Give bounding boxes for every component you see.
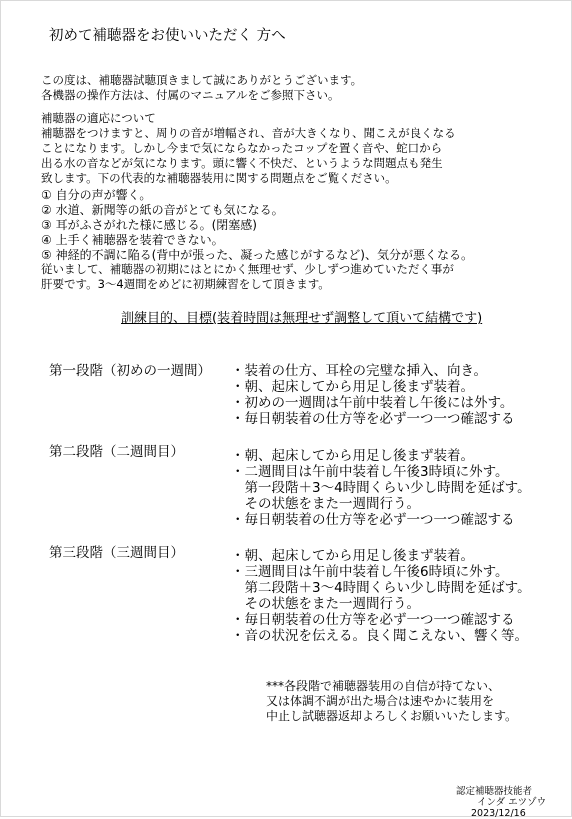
problem-item-1: ① 自分の声が響く。 [41, 188, 152, 202]
adaptation-heading: 補聴器の適応について [41, 111, 156, 125]
stage-2-line-2: ・二週間目は午前中装着し午後3時頃に外す。 [231, 464, 509, 480]
problem-item-3: ③ 耳がふさがれた様に感じる。(閉塞感) [41, 218, 257, 232]
signature-name: インダ エツゾウ [477, 797, 547, 808]
stage-3-line-3: 第二段階＋3～4時間くらい少し時間を延ばす。 [231, 580, 531, 596]
signature-role: 認定補聴器技能者 [456, 786, 533, 797]
follow-line-1: 従いまして、補聴器の初期にはとにかく無理せず、少しずつ進めていただく事が [41, 262, 454, 276]
adaptation-line-3: 出る水の音などが気になります。頭に響く不快だ、というような問題点も発生 [41, 156, 443, 170]
stage-3-heading: 第三段階（三週間目） [49, 545, 184, 561]
stage-1-line-1: ・装着の仕方、耳栓の完璧な挿入、向き。 [231, 363, 487, 379]
stage-3-line-1: ・朝、起床してから用足し後まず装着。 [231, 548, 474, 564]
signature-date: 2023/12/16 [471, 808, 526, 819]
adaptation-line-4: 致します。下の代表的な補聴器装用に関する問題点をご覧ください。 [41, 171, 397, 185]
intro-line-2: 各機器の操作方法は、付属のマニュアルをご参照下さい。 [41, 88, 340, 102]
stage-1-line-2: ・朝、起床してから用足し後まず装着。 [231, 379, 474, 395]
problem-item-5: ⑤ 神経的不調に陥る(背中が張った、凝った感じがするなど)、気分が悪くなる。 [41, 248, 473, 262]
follow-line-2: 肝要です。3～4週間をめどに初期練習をして頂きます。 [41, 277, 330, 291]
stage-2-line-1: ・朝、起床してから用足し後まず装着。 [231, 448, 474, 464]
intro-line-1: この度は、補聴器試聴頂きまして誠にありがとうございます。 [41, 73, 363, 87]
note-line-1: ***各段階で補聴器装用の自信が持てない、 [266, 679, 501, 693]
page-title: 初めて補聴器をお使いいただく 方へ [49, 28, 286, 44]
stage-1-line-4: ・毎日朝装着の仕方等を必ず一つ一つ確認する [231, 411, 515, 427]
problem-item-4: ④ 上手く補聴器を装着できない。 [41, 233, 224, 247]
stage-3-line-2: ・三週間目は午前中装着し午後6時頃に外す。 [231, 564, 509, 580]
stage-2-line-3: 第一段階＋3～4時間くらい少し時間を延ばす。 [231, 480, 531, 496]
stage-1-heading: 第一段階（初めの一週間） [49, 363, 211, 379]
stage-2-line-5: ・毎日朝装着の仕方等を必ず一つ一つ確認する [231, 512, 515, 528]
stage-2-heading: 第二段階（二週間目） [49, 444, 184, 460]
problem-item-2: ② 水道、新聞等の紙の音がとても気になる。 [41, 203, 284, 217]
adaptation-line-1: 補聴器をつけますと、周りの音が増幅され、音が大きくなり、聞こえが良くなる [41, 126, 456, 140]
objective-heading: 訓練目的、目標(装着時間は無理せず調整して頂いて結構です) [121, 311, 483, 326]
stage-3-line-6: ・音の状況を伝える。良く聞こえない、響く等。 [231, 628, 528, 644]
stage-1-line-3: ・初めの一週間は午前中装着し午後には外す。 [231, 395, 514, 411]
stage-2-line-4: その状態をまた一週間行う。 [231, 496, 420, 512]
adaptation-line-2: ことになります。しかし今まで気にならなかったコップを置く音や、蛇口から [41, 141, 443, 155]
note-line-3: 中止し試聴器返却よろしくお願いいたします。 [266, 709, 518, 723]
note-line-2: 又は体調不調が出た場合は速やかに装用を [266, 694, 495, 708]
stage-3-line-4: その状態をまた一週間行う。 [231, 596, 420, 612]
stage-3-line-5: ・毎日朝装着の仕方等を必ず一つ一つ確認する [231, 612, 515, 628]
